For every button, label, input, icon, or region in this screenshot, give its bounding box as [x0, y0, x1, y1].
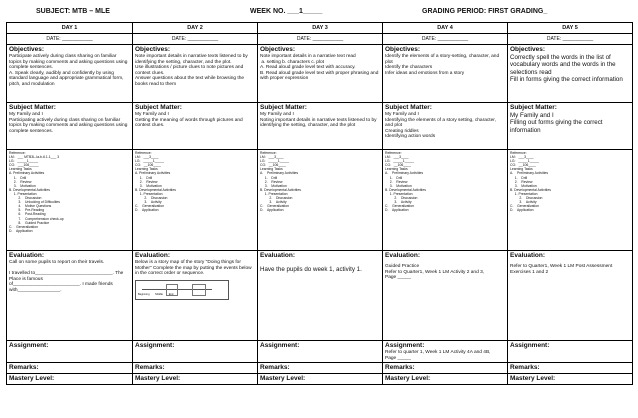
remarks-cell — [258, 363, 383, 374]
assignment-label: Assignment: — [135, 342, 175, 349]
assignment-row — [7, 341, 633, 363]
objectives-cell — [7, 45, 133, 103]
assignment-cell — [383, 341, 508, 363]
evaluation-text: Call on some pupils to report on their travels. I travelled to_____________________________. The Place is famous of_________________________. I made friends with________________. — [9, 260, 124, 293]
assignment-cell — [258, 341, 383, 363]
reference-cell — [383, 150, 508, 251]
day-header: DAY 2 — [133, 23, 258, 34]
remarks-label: Remarks: — [385, 364, 415, 372]
mastery-label: Mastery Level: — [510, 375, 556, 383]
reference-text: Reference: LM: ___3____ LG: _____1_____ CG: __106____ Learning Tasks A. Preliminary Activities 1. Drill 2. Review 3. Motivation B. Developmental Activities 1. Presentation 2. Discussion 3. Activity C. Generalization D. Application — [510, 151, 551, 213]
mastery-row — [7, 374, 633, 385]
objectives-label: Objectives: — [260, 46, 296, 53]
subject-matter-label: Subject Matter: — [135, 104, 182, 111]
subject-matter-text: My Family and I Getting the meaning of words through pictures and context clues. — [135, 112, 243, 129]
date-field: DATE: ___________ — [133, 34, 258, 45]
remarks-row — [7, 363, 633, 374]
evaluation-label: Evaluation: — [385, 252, 421, 259]
assignment-cell — [7, 341, 133, 363]
mastery-cell — [7, 374, 133, 385]
grading-period: GRADING PERIOD: FIRST GRADING_ — [422, 8, 548, 15]
date-field: DATE: ___________ — [258, 34, 383, 45]
subject-matter-cell — [258, 103, 383, 150]
objectives-cell — [383, 45, 508, 103]
assignment-text: Refer to quarter 1, Week 1 LM Activity 4A and 4B, Page _____ — [385, 350, 491, 361]
subject-matter-cell — [508, 103, 633, 150]
story-map-box — [192, 284, 206, 296]
objectives-label: Objectives: — [510, 46, 546, 53]
objectives-cell — [508, 45, 633, 103]
subject-matter-text: My Family and I Identifying the elements of a story setting, character, and plot Creating riddles Identifying action words — [385, 112, 496, 140]
mastery-cell — [508, 374, 633, 385]
mastery-label: Mastery Level: — [260, 375, 306, 383]
subject-matter-label: Subject Matter: — [9, 104, 56, 111]
objectives-label: Objectives: — [135, 46, 171, 53]
subject-matter-row — [7, 103, 633, 150]
lesson-plan-table — [6, 22, 633, 385]
day-header: DAY 5 — [508, 23, 633, 34]
subject-matter-cell — [133, 103, 258, 150]
objectives-text: Correctly spell the words in the list of vocabulary words and the words in the selections read Fill in forms giving the correct information — [510, 54, 623, 84]
story-map-diagram — [135, 280, 229, 300]
remarks-cell — [508, 363, 633, 374]
day-header: DAY 4 — [383, 23, 508, 34]
evaluation-text: Below is a story map of the story "Doing things for Mother" Complete the map by putting the events below in the correct order or sequence. — [135, 260, 253, 277]
assignment-cell — [133, 341, 258, 363]
subject-matter-text: My Family and I Filling out forms giving the correct information — [510, 112, 603, 134]
week-number: WEEK NO. ___1_____ — [250, 8, 323, 15]
reference-text: Reference: LM: ___3____ LG: _____1_____ CG: __106____ Learning Tasks A. Preliminary Activities 1. Drill 2. Review 3. Motivation B. Developmental Activities 1. Presentation 2. Discussion 3. Activity C. Generalization D. Application — [260, 151, 301, 213]
reference-text: Reference: LM: ___3____ LG: _____1_____ CG: __106____ Learning Tasks A. Preliminary Activities 1. Drill 2. Review 3. Motivation B. Developmental Activities 1. Presentation 2. Discussion 3. Activity C. Generalization D. Application — [135, 151, 176, 213]
evaluation-cell — [258, 251, 383, 341]
mastery-label: Mastery Level: — [135, 375, 181, 383]
date-row — [7, 34, 633, 45]
reference-cell — [508, 150, 633, 251]
evaluation-text: Guided Practice Refer to Quarter1, Week 1 LM Activity 2 and 3, Page _____ — [385, 264, 485, 281]
subject-title: SUBJECT: MTB – MLE — [36, 8, 110, 15]
objectives-cell — [258, 45, 383, 103]
remarks-cell — [133, 363, 258, 374]
subject-matter-label: Subject Matter: — [385, 104, 432, 111]
evaluation-cell — [383, 251, 508, 341]
evaluation-cell — [7, 251, 133, 341]
objectives-label: Objectives: — [385, 46, 421, 53]
objectives-cell — [133, 45, 258, 103]
subject-matter-cell — [383, 103, 508, 150]
assignment-label: Assignment: — [9, 342, 49, 349]
remarks-label: Remarks: — [135, 364, 165, 372]
remarks-label: Remarks: — [510, 364, 540, 372]
evaluation-text: Have the pupils do week 1, activity 1. — [260, 266, 362, 273]
reference-cell — [258, 150, 383, 251]
date-field: DATE: ___________ — [7, 34, 133, 45]
reference-text: Reference: LM: ___ MTB3L-Ia-b-6.1.1___ 3 LG: _____1_____ CG: ___106_____ Learning Tasks A. Preliminary Activities 1. Drill 2. Review 3. Motivation B. Developmental Activities 1. Presentation 2. Discussion 3. Unlocking of Difficulties 4. Motive Questions 5. Pre-Reading 6. Post-Reading 7. Comprehension check-up 8. Guided Practice C. Generalization D. Application — [9, 151, 64, 233]
remarks-label: Remarks: — [9, 364, 39, 372]
evaluation-text: Refer to Quarter1, Week 1 LM Post Assessment Exercises 1 and 2 — [510, 264, 614, 275]
page-header — [0, 8, 638, 22]
evaluation-label: Evaluation: — [510, 252, 546, 259]
mastery-label: Mastery Level: — [385, 375, 431, 383]
day-header: DAY 3 — [258, 23, 383, 34]
evaluation-cell — [508, 251, 633, 341]
evaluation-cell — [133, 251, 258, 341]
remarks-cell — [383, 363, 508, 374]
remarks-cell — [7, 363, 133, 374]
remarks-label: Remarks: — [260, 364, 290, 372]
evaluation-row — [7, 251, 633, 341]
reference-cell — [7, 150, 133, 251]
subject-matter-text: My Family and I Participating actively during class sharing on familiar topics by making comments and asking questions using complete sentences. — [9, 112, 128, 134]
evaluation-label: Evaluation: — [260, 252, 296, 259]
date-field: DATE: ___________ — [383, 34, 508, 45]
subject-matter-label: Subject Matter: — [260, 104, 307, 111]
objectives-text: Participate actively during class sharing on familiar topics by making comments and asking questions using complete sentences. A. Speak clearly, audibly and confidently by using standard language and appropriate grammatical form, pitch, and modulation — [9, 54, 128, 87]
evaluation-label: Evaluation: — [135, 252, 171, 259]
assignment-label: Assignment: — [510, 342, 550, 349]
mastery-cell — [258, 374, 383, 385]
evaluation-label: Evaluation: — [9, 252, 45, 259]
assignment-cell — [508, 341, 633, 363]
assignment-label: Assignment: — [385, 342, 425, 349]
subject-matter-cell — [7, 103, 133, 150]
assignment-label: Assignment: — [260, 342, 300, 349]
story-map-labels: Beginning Middle End — [138, 292, 174, 296]
subject-matter-label: Subject Matter: — [510, 104, 557, 111]
mastery-cell — [383, 374, 508, 385]
objectives-label: Objectives: — [9, 46, 45, 53]
objectives-text: Note important details in narrative texts listened to by identifying the setting, character, and the plot. Use illustrations / picture clues to note pictures and context clues. Answer questions about the text while browsing the books read to them — [135, 54, 248, 87]
day-header-row — [7, 23, 633, 34]
objectives-text: Note important details in a narrative text read a. setting b. characters c. plot A. Read aloud grade level text with accuracy. B. Read aloud grade level text with proper phrasing and with proper expression — [260, 54, 379, 82]
mastery-cell — [133, 374, 258, 385]
reference-row — [7, 150, 633, 251]
reference-text: Reference: LM: ___3____ LG: _____1_____ CG: __106____ Learning Tasks A. Preliminary Activities 1. Drill 2. Review 3. Motivation B. Developmental Activities 1. Presentation 2. Discussion 3. Activity C. Generalization D. Application — [385, 151, 426, 213]
reference-cell — [133, 150, 258, 251]
objectives-row — [7, 45, 633, 103]
objectives-text: Identify the elements of a story-setting, character, and plot Identify the characters Infer ideas and emotions from a story — [385, 54, 500, 76]
subject-matter-text: My Family and I Noting important details in narrative texts listened to by identifying the setting, character, and the plot — [260, 112, 377, 129]
date-field: DATE: ___________ — [508, 34, 633, 45]
day-header: DAY 1 — [7, 23, 133, 34]
mastery-label: Mastery Level: — [9, 375, 55, 383]
